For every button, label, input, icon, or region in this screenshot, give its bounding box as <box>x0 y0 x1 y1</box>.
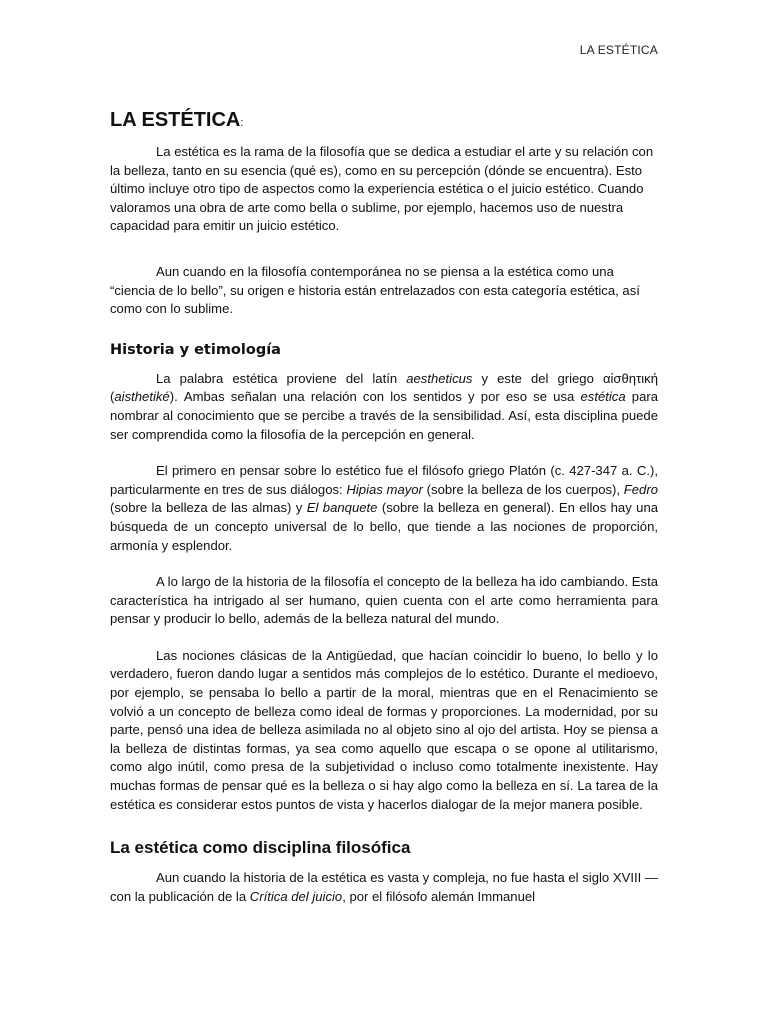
section-heading-discipline: La estética como disciplina filosófica <box>110 838 411 858</box>
history-paragraph-2 <box>110 462 658 555</box>
history-paragraph-3: A lo largo de la historia de la filosofía el concepto de la belleza ha ido cambiando. Esta característica ha intrigado al ser humano, quien cuenta con el arte como herramienta para pensar y producir lo bello, además de la belleza natural del mundo. <box>110 574 658 627</box>
page-title <box>110 106 658 137</box>
text-span: (sobre la belleza en general). En ellos hay una búsqueda de un concepto universal de lo bello, que tiende a las nociones de proporción, armonía y esplendor. <box>110 500 659 553</box>
text-span: (sobre la belleza de los cuerpos), <box>422 481 624 497</box>
intro-paragraph-2: Aun cuando en la filosofía contemporánea no se piensa a la estética como una “ciencia de lo bello”, su origen e historia están entrelazados con esta categoría estética, así como con lo sublime. <box>110 263 640 317</box>
document-body <box>110 106 658 906</box>
intro-paragraph-1: La estética es la rama de la filosofía que se dedica a estudiar el arte y su relación con la belleza, tanto en su esencia (qué es), como en su percepción (dónde se encuentra). Esto último incluye otro tipo de aspectos como la experiencia estética o el juicio estético. Cuando valoramos una obra de arte como bella o sublime, por ejemplo, hacemos uso de nuestra capacidad para emitir un juicio estético. <box>110 144 654 234</box>
text-span: y este del griego αἰσθητική ( <box>110 370 658 405</box>
running-header: LA ESTÉTICA <box>579 43 658 57</box>
section-heading-history: Historia y etimología <box>110 341 281 358</box>
italic-term: Hipias mayor <box>346 481 423 497</box>
text-span: para nombrar al conocimiento que se percibe a través de la sensibilidad. Así, esta disciplina puede ser comprendida como la filosofía de la percepción en general. <box>110 389 658 442</box>
text-span: , por el filósofo alemán Immanuel <box>342 888 536 904</box>
text-span: El primero en pensar sobre lo estético fue el filósofo griego Platón (c. 427-347 a. C.), particularmente en tres de sus diálogos: <box>110 463 658 497</box>
italic-term: aestheticus <box>406 370 473 386</box>
page-title-text: LA ESTÉTICA <box>110 109 241 131</box>
text-span: (sobre la belleza de las almas) y <box>110 500 307 516</box>
text-span: La palabra estética proviene del latín <box>156 370 407 386</box>
text-span: Aun cuando la historia de la estética es vasta y compleja, no fue hasta el siglo XVIII —con la publicación de la <box>110 870 658 904</box>
history-paragraph-1 <box>110 370 658 444</box>
italic-term: El banquete <box>306 500 378 516</box>
discipline-paragraph-1 <box>110 869 658 906</box>
italic-term: aisthetiké <box>114 389 170 405</box>
history-paragraph-4: Las nociones clásicas de la Antigüedad, que hacían coincidir lo bueno, lo bello y lo verdadero, fueron dando lugar a sentidos más complejos de lo estético. Durante el medioevo, por ejemplo, se pensaba lo bello a partir de la moral, mientras que en el Renacimiento se volvió a un concepto de belleza como ideal de formas y proporciones. La modernidad, por su parte, pensó una idea de belleza asimilada no al objeto sino al ojo del artista. Hoy se piensa a la belleza de distintas formas, ya sea como aquello que escapa o se opone al utilitarismo, como algo inútil, como presa de la subjetividad o incluso como totalmente inexistente. Hay muchas formas de pensar qué es la belleza o si hay algo como la belleza en sí. La tarea de la estética es considerar estos puntos de vista y hacerlos dialogar de la mejor manera posible. <box>110 647 658 812</box>
italic-term: estética <box>580 389 626 405</box>
italic-term: Crítica del juicio <box>249 888 343 904</box>
page-title-colon: : <box>240 117 244 129</box>
text-span: ). Ambas señalan una relación con los sentidos y por eso se usa <box>169 389 581 405</box>
italic-term: Fedro <box>623 481 658 497</box>
